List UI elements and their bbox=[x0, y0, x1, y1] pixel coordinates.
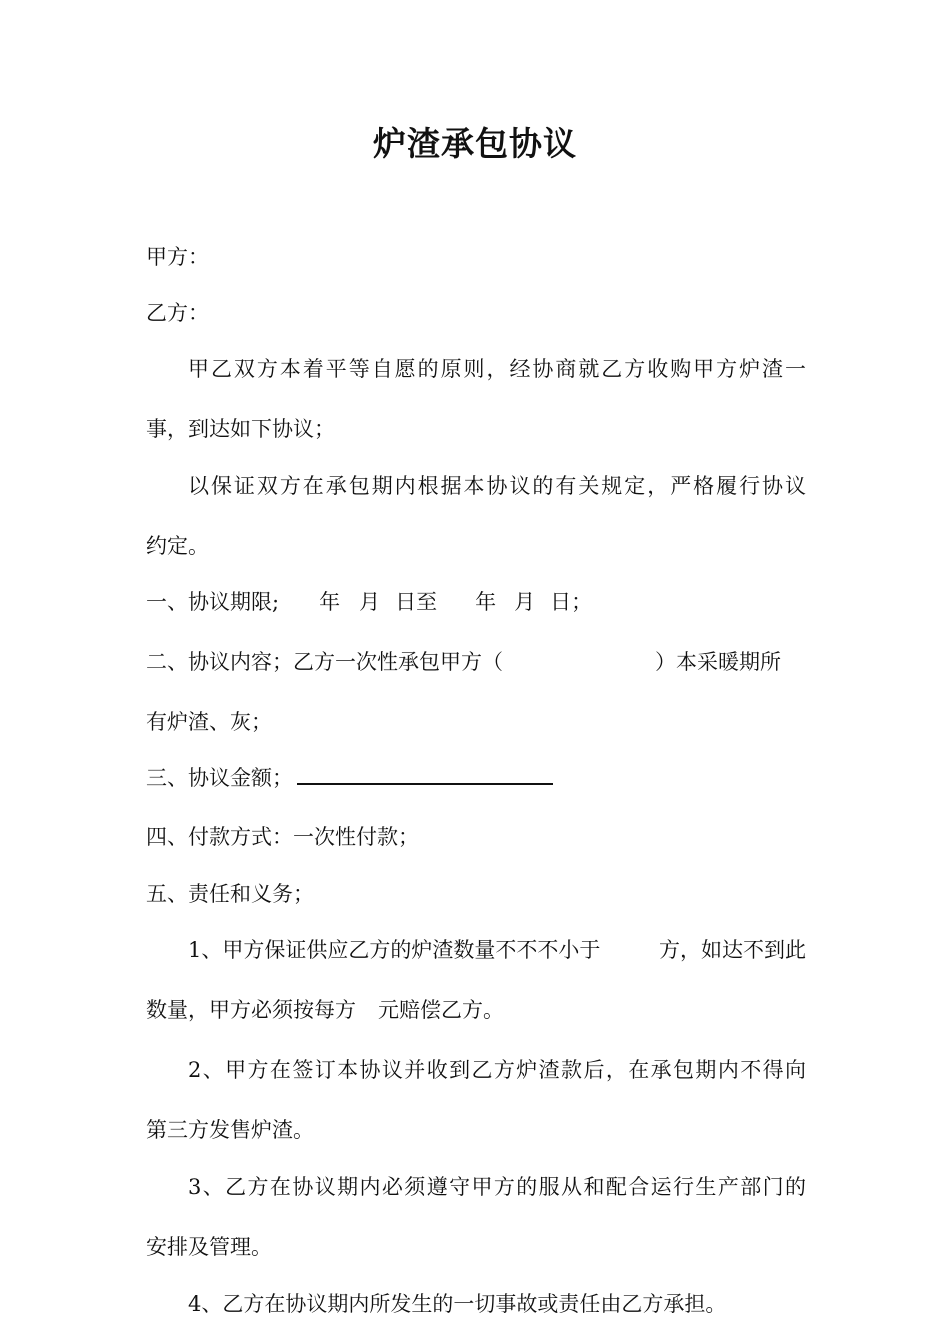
clause-3-prefix: 三、协议金额； bbox=[146, 766, 293, 790]
item-1-line2a: 数量，甲方必须按每方 bbox=[146, 998, 356, 1022]
clause-1-term bbox=[146, 587, 806, 617]
guarantee-paragraph-line2: 约定。 bbox=[146, 534, 209, 558]
clause-2-suffix: ）本采暖期所 bbox=[655, 650, 781, 674]
clause-2-line2: 有炉渣、灰； bbox=[146, 710, 272, 734]
end-year-label: 年 bbox=[475, 590, 497, 614]
clause-4-payment: 四、付款方式：一次性付款； bbox=[146, 825, 419, 849]
item-4-line1: 4、乙方在协议期内所发生的一切事故或责任由乙方承担。 bbox=[188, 1292, 727, 1316]
clause-5-heading: 五、责任和义务； bbox=[146, 882, 314, 906]
guarantee-paragraph-line1: 以保证双方在承包期内根据本协议的有关规定，严格履行协议 bbox=[188, 474, 806, 498]
start-month-label: 月 bbox=[359, 590, 381, 614]
item-3-line2: 安排及管理。 bbox=[146, 1235, 272, 1259]
clause-2-prefix: 二、协议内容；乙方一次性承包甲方（ bbox=[146, 650, 503, 674]
party-b-label: 乙方： bbox=[146, 301, 209, 325]
end-month-label: 月 bbox=[514, 590, 536, 614]
amount-blank-underline bbox=[297, 763, 553, 785]
clause-1-prefix: 一、协议期限; bbox=[146, 590, 280, 614]
start-day-label: 日至 bbox=[395, 590, 438, 614]
intro-paragraph-line2: 事，到达如下协议； bbox=[146, 417, 335, 441]
clause-2-content bbox=[146, 647, 806, 677]
item-1-line2b: 元赔偿乙方。 bbox=[378, 998, 504, 1022]
start-year-label: 年 bbox=[319, 590, 341, 614]
document-title: 炉渣承包协议 bbox=[373, 124, 577, 163]
item-1-line2 bbox=[146, 995, 806, 1025]
item-2-line1: 2、甲方在签订本协议并收到乙方炉渣款后，在承包期内不得向 bbox=[188, 1058, 806, 1082]
intro-paragraph-line1: 甲乙双方本着平等自愿的原则，经协商就乙方收购甲方炉渣一 bbox=[188, 357, 806, 381]
item-1-part2: 方，如达不到此 bbox=[659, 938, 806, 962]
item-1-part1: 1、甲方保证供应乙方的炉渣数量不不不小于 bbox=[188, 938, 601, 962]
item-1-line1 bbox=[188, 935, 806, 965]
item-3-line1: 3、乙方在协议期内必须遵守甲方的服从和配合运行生产部门的 bbox=[188, 1175, 806, 1199]
item-2-line2: 第三方发售炉渣。 bbox=[146, 1118, 314, 1142]
clause-3-amount bbox=[146, 763, 806, 793]
party-a-label: 甲方： bbox=[146, 245, 209, 269]
end-day-label: 日； bbox=[550, 590, 593, 614]
